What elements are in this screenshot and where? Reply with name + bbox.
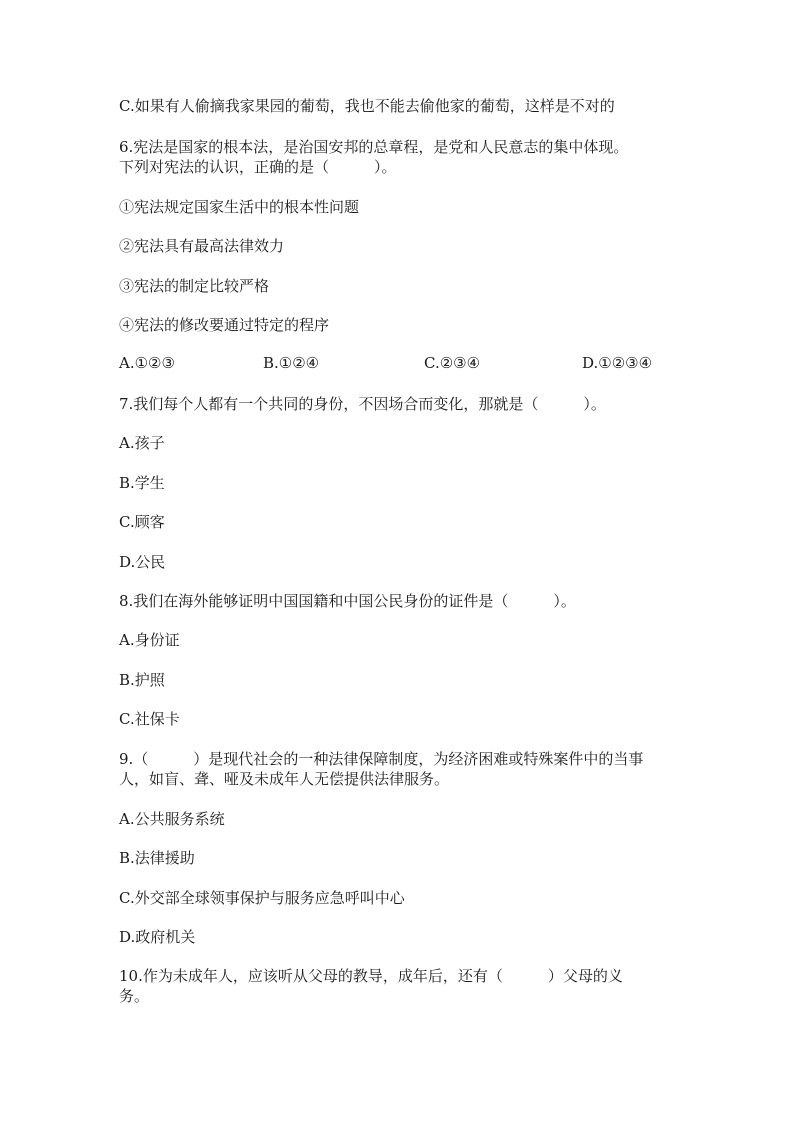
question-9-stem-line1: 9.（ ）是现代社会的一种法律保障制度，为经济困难或特殊案件中的当事 [119,750,644,768]
question-8-stem: 8.我们在海外能够证明中国国籍和中国公民身份的证件是（ ）。 [119,592,576,610]
statement-3: ③宪法的制定比较严格 [119,277,270,295]
question-6-stem-line2: 下列对宪法的认识，正确的是（ ）。 [119,158,397,176]
question-7-option-c: C.顾客 [119,513,165,531]
question-7-option-a: A.孩子 [119,434,165,452]
question-8-option-a: A.身份证 [119,631,180,649]
question-10-stem-line1: 10.作为未成年人，应该听从父母的教导，成年后，还有（ ）父母的义 [119,967,623,985]
question-9-option-b: B.法律援助 [119,849,195,867]
question-8-option-c: C.社保卡 [119,710,180,728]
question-10-stem-line2: 务。 [119,987,150,1005]
question-8-option-b: B.护照 [119,671,165,689]
question-9-option-c: C.外交部全球领事保护与服务应急呼叫中心 [119,889,405,907]
question-6-option-a: A.①②③ [119,354,175,372]
question-9-stem-line2: 人，如盲、聋、哑及未成年人无偿提供法律服务。 [119,770,450,788]
question-9-option-d: D.政府机关 [119,928,196,946]
question-7-option-d: D.公民 [119,553,166,571]
statement-4: ④宪法的修改要通过特定的程序 [119,316,330,334]
option-c-previous-question: C.如果有人偷摘我家果园的葡萄，我也不能去偷他家的葡萄，这样是不对的 [119,97,615,115]
question-6-option-c: C.②③④ [424,354,481,372]
question-7-option-b: B.学生 [119,474,165,492]
question-6-options [119,354,679,374]
question-7-stem: 7.我们每个人都有一个共同的身份，不因场合而变化，那就是（ ）。 [119,395,606,413]
question-9-option-a: A.公共服务系统 [119,810,225,828]
statement-1: ①宪法规定国家生活中的根本性问题 [119,198,360,216]
question-6-stem-line1: 6.宪法是国家的根本法，是治国安邦的总章程，是党和人民意志的集中体现。 [119,138,629,156]
statement-2: ②宪法具有最高法律效力 [119,237,285,255]
question-6-option-b: B.①②④ [263,354,320,372]
question-6-option-d: D.①②③④ [582,354,653,372]
